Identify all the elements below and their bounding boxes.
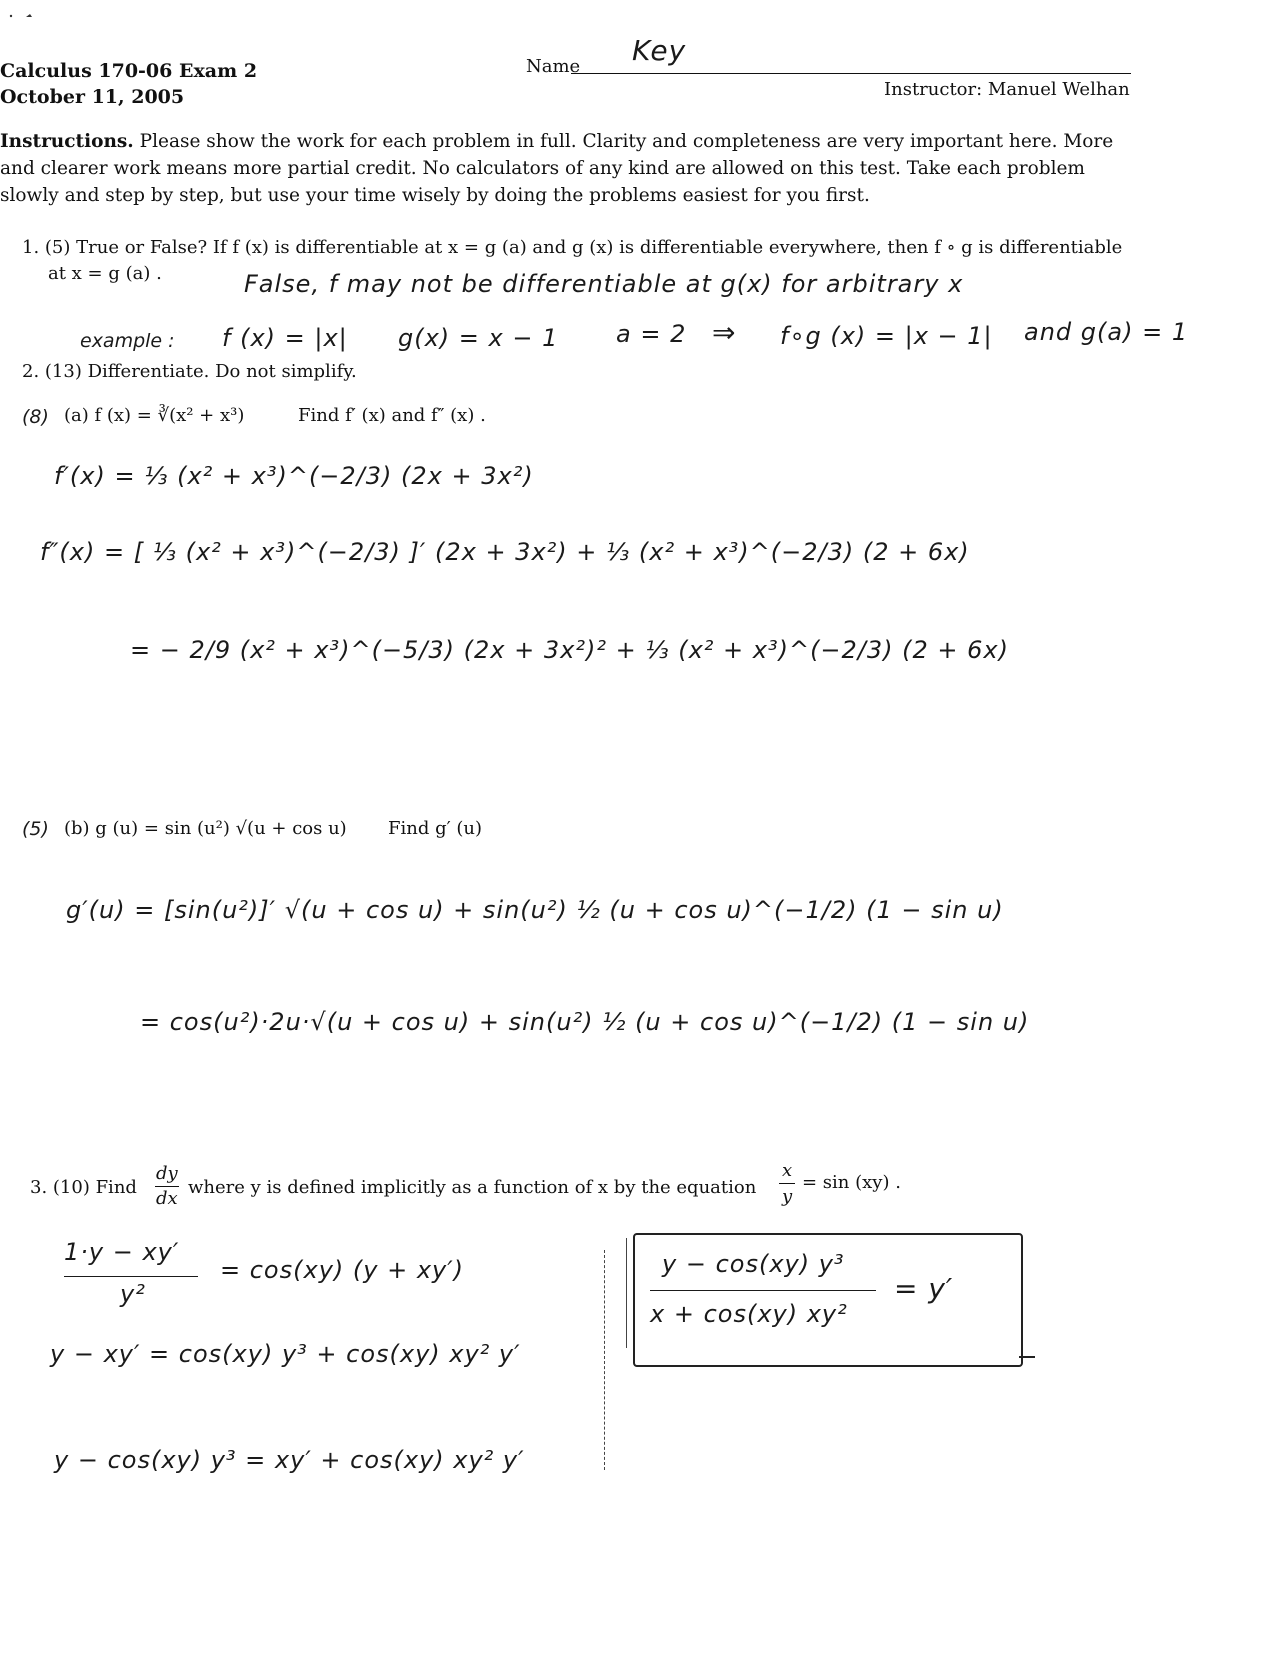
instructions (0, 128, 1140, 209)
answer-rhs: = y′ (894, 1272, 954, 1305)
problem-3-prefix: 3. (10) Find (30, 1177, 137, 1198)
problem-1-line2: at x = g (a) . (48, 263, 162, 284)
part-a-points: (8) (22, 406, 49, 428)
implies-arrow: ⇒ (712, 316, 737, 349)
part-a-find: Find f′ (x) and f″ (x) . (298, 405, 486, 426)
part-a-second-derivative-simplified: = − 2/9 (x² + x³)^(−5/3) (2x + 3x²)² + ⅓ (x² + x³)^(−2/3) (2 + 6x) (130, 636, 1009, 664)
name-value: Key (632, 34, 687, 67)
answer-box-tail (1019, 1356, 1035, 1358)
instructions-text: Please show the work for each problem in full. Clarity and completeness are very important here. More and clearer work means more partial credit. No calculators of any kind are allowed on this test. Take each problem slowly and step by step, but use your time wisely by doing the problems easiest for you first. (0, 131, 1114, 206)
answer-bar (650, 1290, 876, 1291)
divider-solid (626, 1238, 627, 1348)
equation-denominator: y (782, 1186, 793, 1207)
part-a-first-derivative: f′(x) = ⅓ (x² + x³)^(−2/3) (2x + 3x²) (54, 462, 534, 490)
work1-bar (64, 1276, 198, 1277)
example-f: f (x) = |x| (222, 324, 348, 352)
problem-2-heading: 2. (13) Differentiate. Do not simplify. (22, 361, 357, 382)
work1-denominator: y² (120, 1280, 146, 1308)
equation-bar (779, 1183, 795, 1184)
dydx-bar (155, 1186, 179, 1187)
part-b-find: Find g′ (u) (388, 818, 483, 839)
name-line (571, 73, 1131, 74)
example-a: a = 2 (616, 320, 687, 348)
part-b-label: (b) g (u) = sin (u²) √(u + cos u) (64, 818, 347, 839)
problem-1-line1: 1. (5) True or False? If f (x) is differentiable at x = g (a) and g (x) is differentiable everywhere, then f ∘ g is differentiable (22, 237, 1123, 258)
name-label: Name (526, 56, 581, 77)
work3: y − cos(xy) y³ = xy′ + cos(xy) xy² y′ (54, 1446, 525, 1474)
example-fog: f∘g (x) = |x − 1| (780, 322, 993, 350)
part-b-line2: = cos(u²)·2u·√(u + cos u) + sin(u²) ½ (u + cos u)^(−1/2) (1 − sin u) (140, 1008, 1030, 1036)
equation-numerator: x (782, 1160, 793, 1181)
dydx-numerator: dy (156, 1163, 178, 1184)
divider-dashed (604, 1250, 605, 1470)
part-a-second-derivative: f″(x) = [ ⅓ (x² + x³)^(−2/3) ]′ (2x + 3x²) + ⅓ (x² + x³)^(−2/3) (2 + 6x) (40, 538, 970, 566)
problem-1-answer: False, f may not be differentiable at g(x) for arbitrary x (244, 270, 964, 298)
work1-numerator: 1·y − xy′ (64, 1238, 180, 1266)
example-label: example : (80, 330, 175, 352)
answer-numerator: y − cos(xy) y³ (662, 1250, 845, 1278)
example-g: g(x) = x − 1 (398, 324, 559, 352)
equation-rhs: = sin (xy) . (802, 1172, 901, 1193)
work2: y − xy′ = cos(xy) y³ + cos(xy) xy² y′ (50, 1340, 521, 1368)
part-a-label: (a) f (x) = ∛(x² + x³) (64, 405, 245, 426)
part-b-line1: g′(u) = [sin(u²)]′ √(u + cos u) + sin(u²) ½ (u + cos u)^(−1/2) (1 − sin u) (66, 896, 1004, 924)
example-ga: and g(a) = 1 (1024, 318, 1189, 346)
answer-denominator: x + cos(xy) xy² (650, 1300, 848, 1328)
exam-date: October 11, 2005 (0, 86, 185, 108)
instructions-lead: Instructions. (0, 131, 134, 152)
problem-3-text: where y is defined implicitly as a function of x by the equation (188, 1177, 757, 1198)
instructor: Instructor: Manuel Welhan (884, 79, 1130, 100)
part-b-points: (5) (22, 818, 49, 840)
stray-mark (8, 12, 36, 20)
course-title: Calculus 170-06 Exam 2 (0, 60, 258, 82)
dydx-denominator: dx (156, 1188, 178, 1209)
work1-rhs: = cos(xy) (y + xy′) (220, 1256, 465, 1284)
